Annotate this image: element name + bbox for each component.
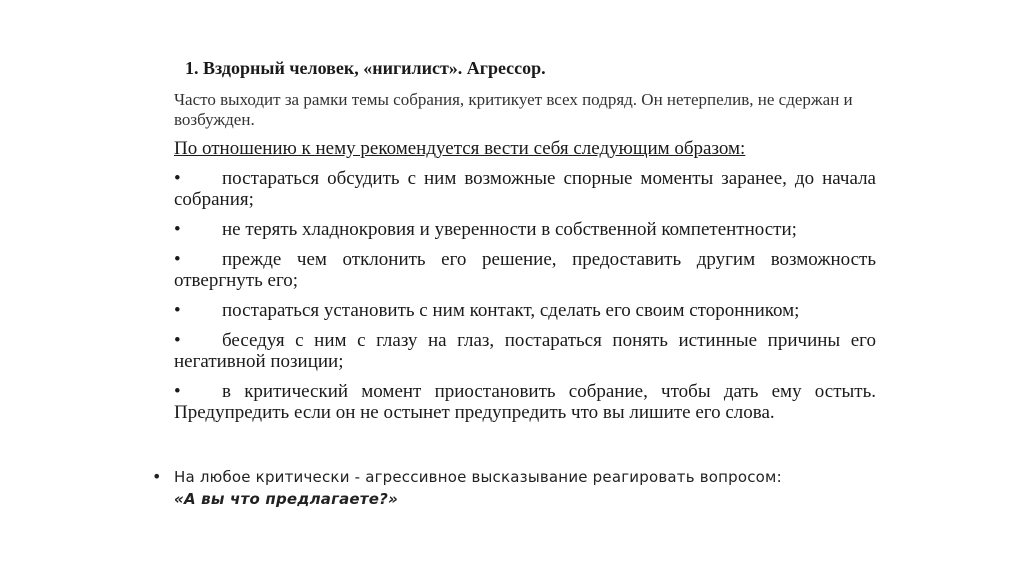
list-item (174, 219, 876, 240)
recommendation-list (174, 168, 876, 432)
list-item (174, 381, 876, 423)
bullet-icon: • (174, 381, 181, 402)
list-item (174, 330, 876, 372)
list-item-text: постараться установить с ним контакт, сделать его своим сторонником; (222, 300, 800, 321)
list-item (174, 168, 876, 210)
final-note-quote: «А вы что предлагаете?» (174, 490, 398, 508)
list-item-text: прежде чем отклонить его решение, предоставить другим возможность отвергнуть его; (174, 249, 876, 291)
list-item (174, 249, 876, 291)
bullet-icon: • (174, 168, 181, 189)
list-item-text: постараться обсудить с ним возможные спорные моменты заранее, до начала собрания; (174, 168, 876, 210)
bullet-icon: • (174, 330, 181, 351)
intro-paragraph: Часто выходит за рамки темы собрания, критикует всех подряд. Он нетерпелив, не сдержан и возбужден. (174, 90, 853, 129)
bullet-icon: • (174, 219, 181, 240)
final-note-text: На любое критически - агрессивное высказывание реагировать вопросом: (174, 468, 782, 486)
list-item (174, 300, 876, 321)
bullet-icon: • (174, 249, 181, 270)
list-item-text: не терять хладнокровия и уверенности в собственной компетентности; (222, 219, 797, 240)
final-note (152, 466, 892, 510)
list-item-text: в критический момент приостановить собрание, чтобы дать ему остыть. Предупредить если он не остынет предупредить что вы лишите его слова. (174, 381, 876, 423)
recommendation-lead: По отношению к нему рекомендуется вести себя следующим образом: (174, 138, 746, 159)
section-title: 1. Вздорный человек, «нигилист». Агрессор. (185, 58, 546, 78)
list-item-text: беседуя с ним с глазу на глаз, постараться понять истинные причины его негативной позиции; (174, 330, 876, 372)
bullet-icon: • (152, 467, 162, 486)
bullet-icon: • (174, 300, 181, 321)
